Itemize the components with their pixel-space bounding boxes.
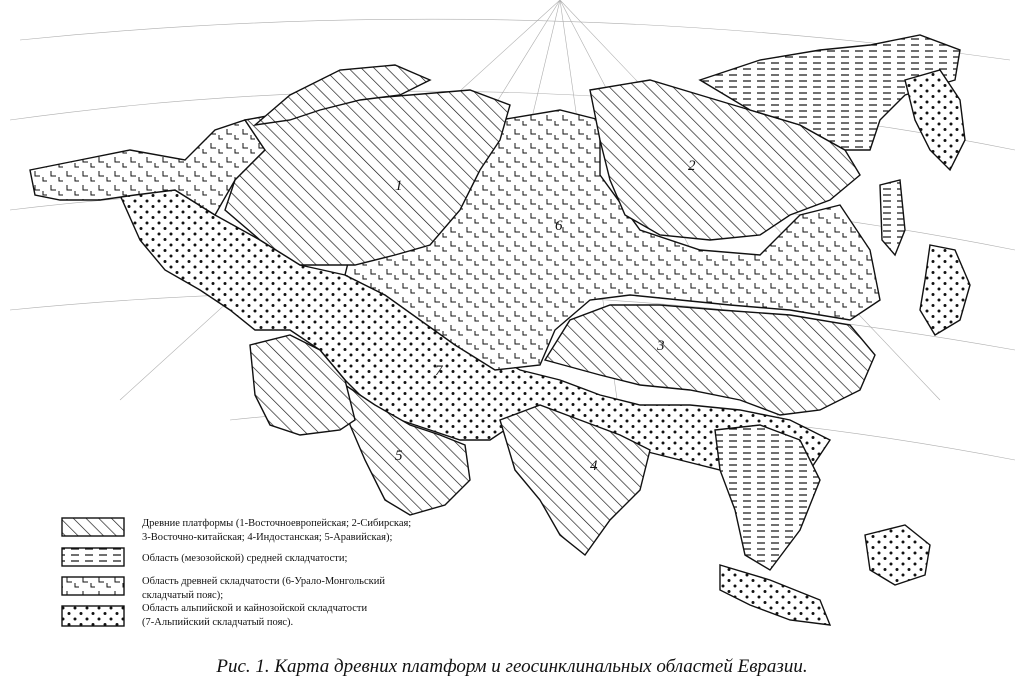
legend-swatch-mesozoic <box>62 548 124 566</box>
legend-item-1-line2: 3-Восточно-китайская; 4-Индостанская; 5-Аравийская); <box>142 532 393 543</box>
legend-item-1-line1: Древние платформы (1-Восточноевропейская; 2-Сибирская; <box>142 518 412 529</box>
legend-item-3-line1: Область древней складчатости (6-Урало-Монгольский <box>142 576 385 587</box>
label-2: 2 <box>688 158 696 174</box>
label-3: 3 <box>657 338 665 354</box>
region-kamchatka <box>905 70 965 170</box>
label-4: 4 <box>590 458 598 474</box>
legend-item-4-line2: (7-Альпийский складчатый пояс). <box>142 617 294 628</box>
label-7: 7 <box>435 363 443 379</box>
label-6: 6 <box>555 218 563 234</box>
label-1: 1 <box>395 178 403 194</box>
figure-caption: Рис. 1. Карта древних платформ и геосинклинальных областей Евразии. <box>216 656 808 677</box>
legend-swatch-platforms <box>62 518 124 536</box>
label-5: 5 <box>395 448 403 464</box>
legend-swatch-ancient-fold <box>62 577 124 595</box>
legend-item-2-line1: Область (мезозойской) средней складчатости; <box>142 553 348 564</box>
region-indonesia <box>720 565 830 625</box>
legend-swatch-alpine <box>62 606 124 626</box>
legend-item-3-line2: складчатый пояс); <box>142 590 224 601</box>
region-japan <box>920 245 970 335</box>
region-sakhalin <box>880 180 905 255</box>
legend <box>62 518 124 626</box>
legend-item-4-line1: Область альпийской и кайнозойской складчатости <box>142 603 368 614</box>
region-borneo <box>865 525 930 585</box>
